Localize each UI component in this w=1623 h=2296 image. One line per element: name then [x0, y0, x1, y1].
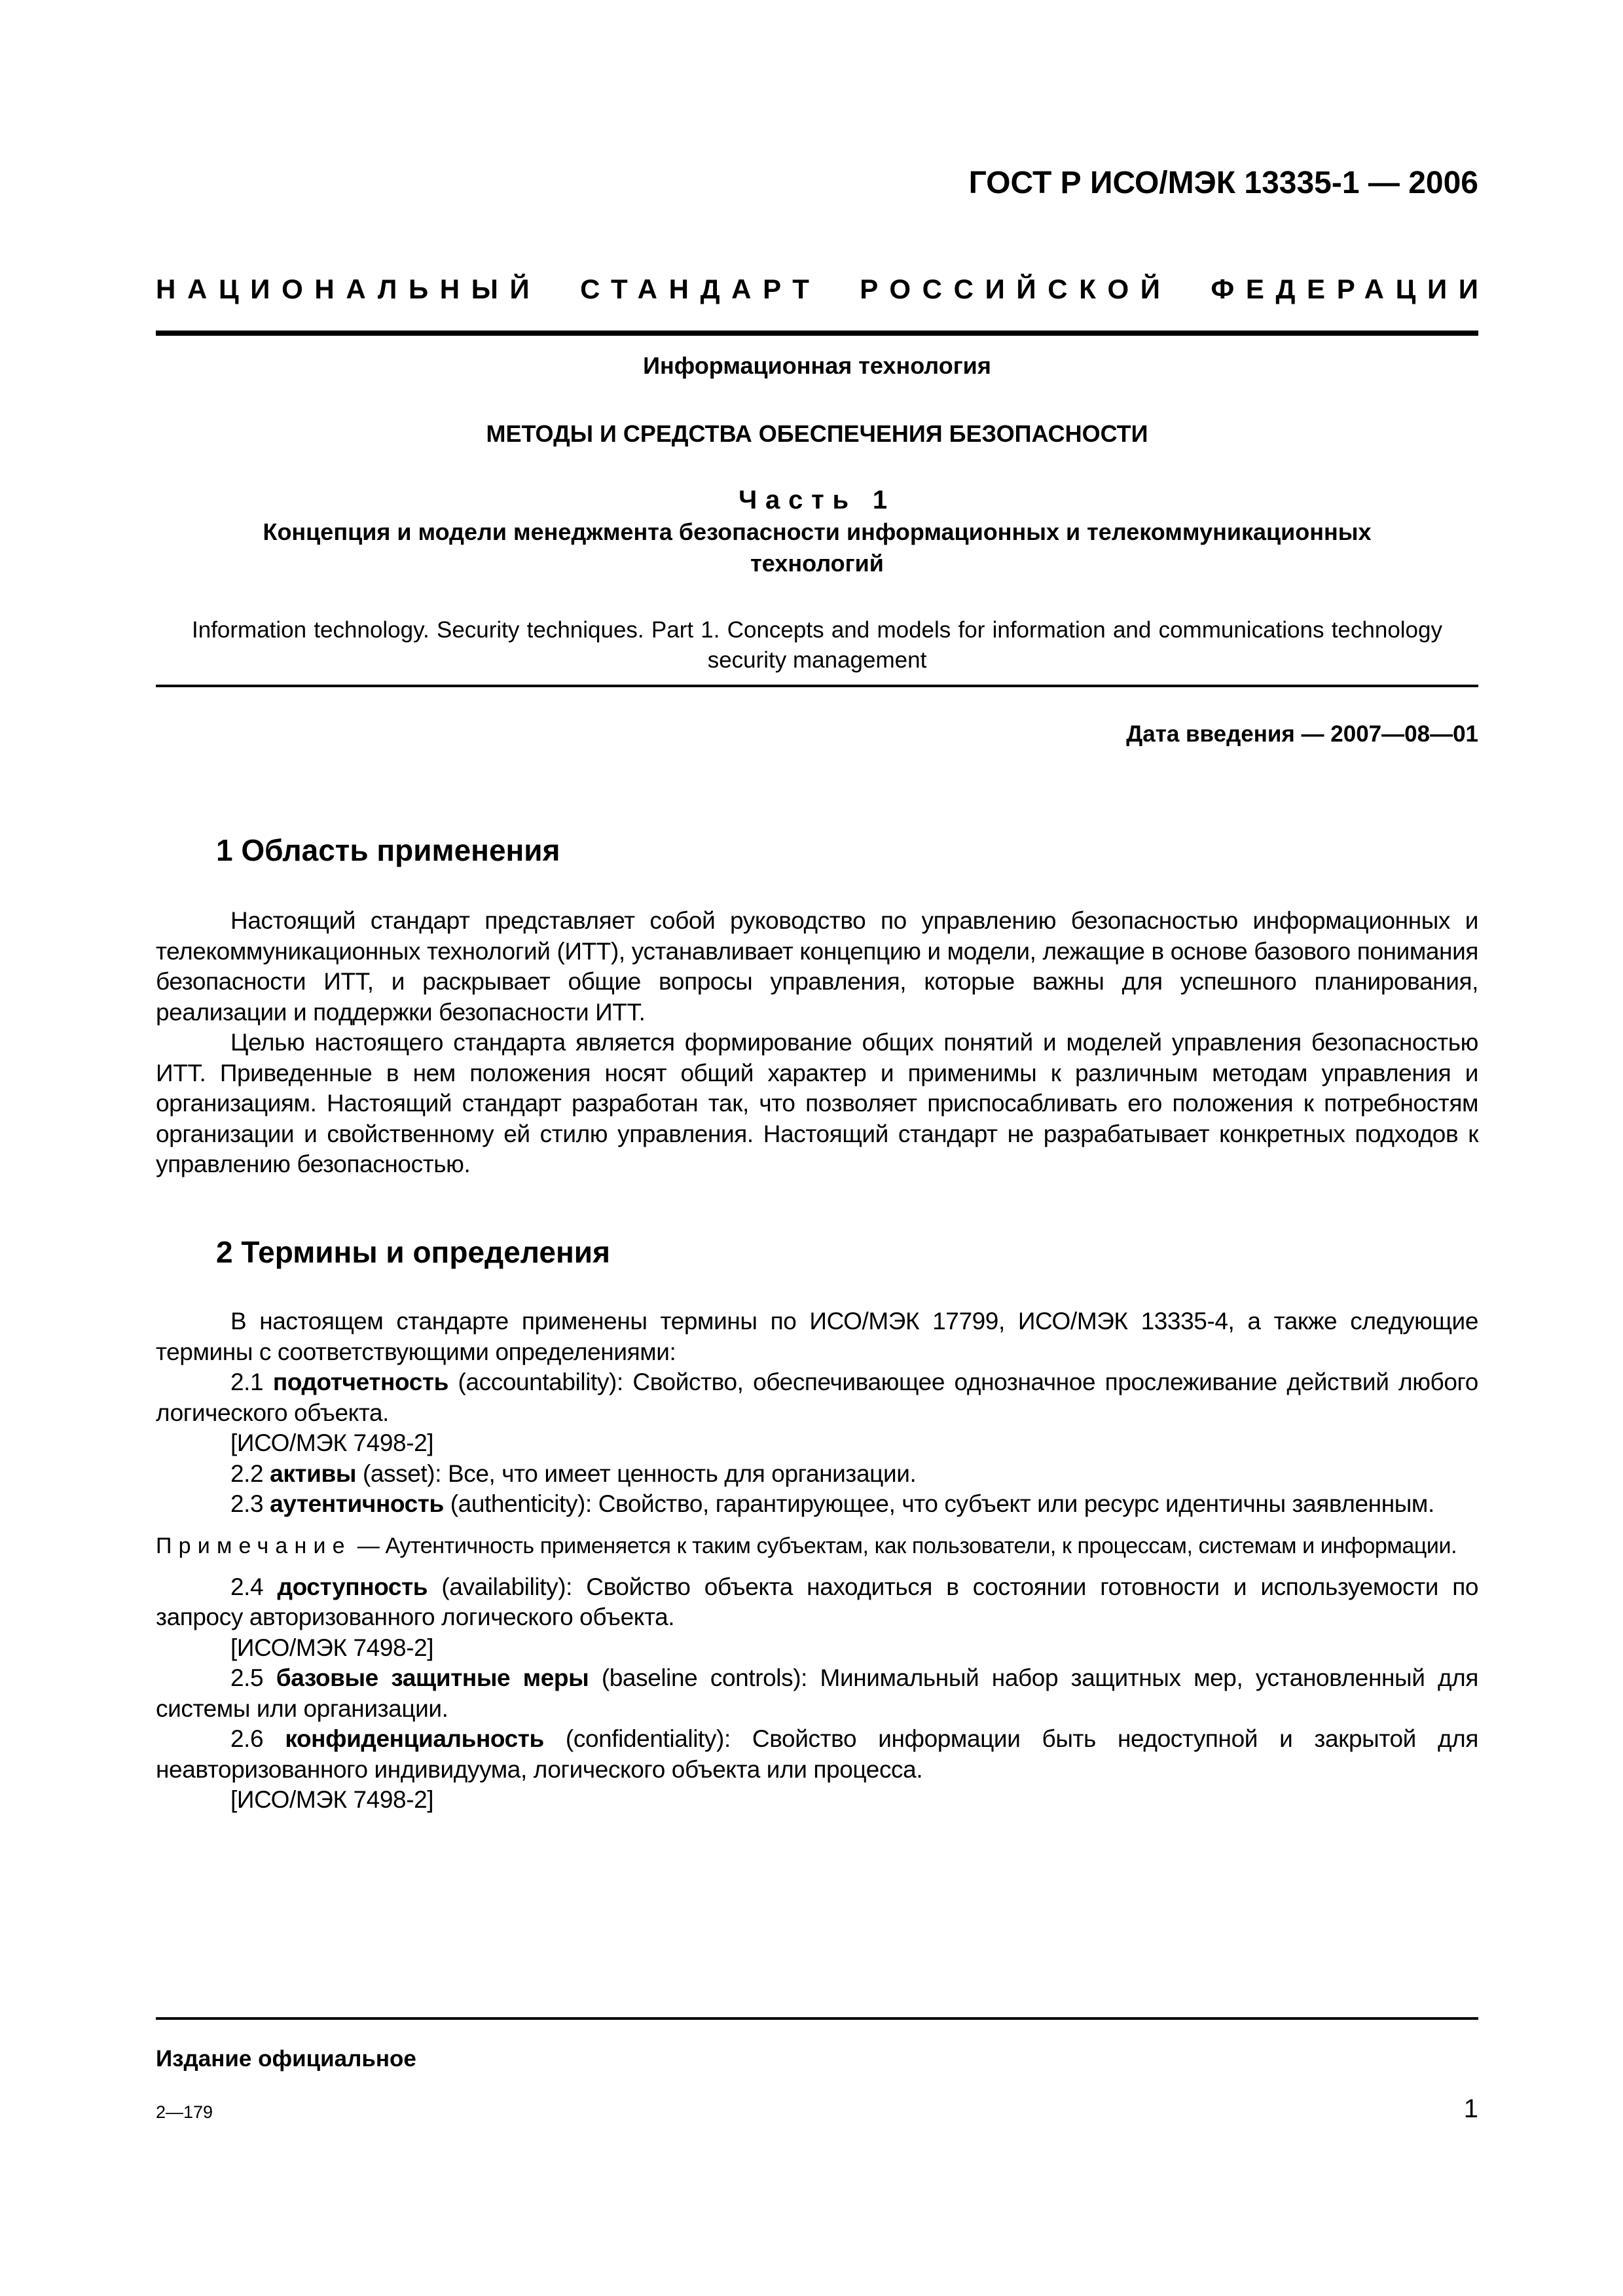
term-reference: [ИСО/МЭК 7498-2]: [230, 1429, 434, 1456]
term-definition: (baseline controls): Минимальный набор защитных мер, установленный для системы или организации.: [156, 1664, 1478, 1722]
term-2-2: [156, 1459, 1478, 1490]
term-2-5: [156, 1663, 1478, 1724]
term-number: 2.5: [230, 1664, 264, 1691]
term-number: 2.3: [230, 1490, 264, 1517]
term-definition: (confidentiality): Свойство информации быть недоступной и закрытой для неавторизованного индивидуума, логического объекта или процесса.: [156, 1725, 1478, 1783]
subtitle-line-2: технологий: [750, 550, 884, 577]
note: [156, 1532, 1478, 1560]
title-line-1: Информационная технология: [643, 352, 991, 379]
term-name: аутентичность: [270, 1490, 444, 1517]
term-number: 2.1: [230, 1369, 264, 1395]
title-rule: [156, 685, 1478, 687]
national-standard-banner: [156, 274, 1490, 305]
term-2-4: [156, 1572, 1478, 1633]
term-name: подотчетность: [272, 1369, 448, 1395]
section-2-body: [156, 1306, 1478, 1816]
banner-word: РОССИЙСКОЙ: [860, 274, 1172, 304]
term-reference: [ИСО/МЭК 7498-2]: [230, 1634, 434, 1661]
part-label: Часть 1: [739, 486, 896, 514]
page-number: 1: [1463, 2094, 1478, 2123]
banner-word: ФЕДЕРАЦИИ: [1211, 274, 1490, 304]
banner-word: СТАНДАРТ: [580, 274, 821, 304]
note-label: Примечание: [156, 1533, 352, 1558]
header-rule: [156, 331, 1478, 336]
term-definition: (asset): Все, что имеет ценность для организации.: [362, 1460, 917, 1487]
term-name: доступность: [277, 1573, 428, 1600]
title-line-2: МЕТОДЫ И СРЕДСТВА ОБЕСПЕЧЕНИЯ БЕЗОПАСНОСТИ: [486, 420, 1148, 447]
term-2-3: [156, 1489, 1478, 1520]
term-definition: (accountability): Свойство, обеспечивающее однозначное прослеживание действий любого логического объекта.: [156, 1369, 1478, 1426]
note-text: — Аутентичность применяется к таким субъектам, как пользователи, к процессам, системам и информации.: [357, 1533, 1457, 1558]
term-reference: [ИСО/МЭК 7498-2]: [230, 1786, 434, 1813]
term-2-6: [156, 1724, 1478, 1785]
term-number: 2.4: [230, 1573, 264, 1600]
term-definition: (authenticity): Свойство, гарантирующее, что субъект или ресурс идентичны заявленным.: [450, 1490, 1434, 1517]
document-code: ГОСТ Р ИСО/МЭК 13335-1 — 2006: [968, 166, 1478, 200]
paragraph: Настоящий стандарт представляет собой руководство по управлению безопасностью информационных и телекоммуникационных технологий (ИТТ), устанавливает концепцию и модели, лежащие в основе базового понимания безопасности ИТТ, и раскрывает общие вопросы управления, которые важны для успешного планирования, реализации и поддержки безопасности ИТТ.: [156, 907, 1478, 1026]
banner-word: НАЦИОНАЛЬНЫЙ: [156, 274, 541, 304]
english-title: Information technology. Security techniques. Part 1. Concepts and models for information and communications technology security management: [192, 617, 1442, 673]
term-2-1: [156, 1367, 1478, 1428]
subtitle-line-1: Концепция и модели менеджмента безопасности информационных и телекоммуникационных: [263, 518, 1372, 545]
introduction-date: Дата введения — 2007—08—01: [1126, 721, 1478, 747]
footer-rule: [156, 2017, 1478, 2020]
official-edition-label: Издание официальное: [156, 2046, 416, 2072]
term-number: 2.6: [230, 1725, 264, 1752]
term-name: активы: [270, 1460, 357, 1487]
term-number: 2.2: [230, 1460, 264, 1487]
section-1-heading: 1 Область применения: [216, 833, 560, 867]
section-2-heading: 2 Термины и определения: [216, 1235, 610, 1269]
paragraph: В настоящем стандарте применены термины по ИСО/МЭК 17799, ИСО/МЭК 13335-4, а также следующие термины с соответствующими определениями:: [156, 1308, 1478, 1365]
term-name: базовые защитные меры: [276, 1664, 589, 1691]
section-1-body: [156, 906, 1478, 1180]
term-name: конфиденциальность: [285, 1725, 544, 1752]
paragraph: Целью настоящего стандарта является формирование общих понятий и моделей управления безопасностью ИТТ. Приведенные в нем положения носят общий характер и применимы к различным методам управления и организациям. Настоящий стандарт разработан так, что позволяет приспосабливать его положения к потребностям организации и свойственному ей стилю управления. Настоящий стандарт не разрабатывает конкретных подходов к управлению безопасностью.: [156, 1029, 1478, 1177]
term-definition: (availability): Свойство объекта находиться в состоянии готовности и используемости по запросу авторизованного логического объекта.: [156, 1573, 1479, 1630]
print-code: 2—179: [156, 2102, 213, 2122]
